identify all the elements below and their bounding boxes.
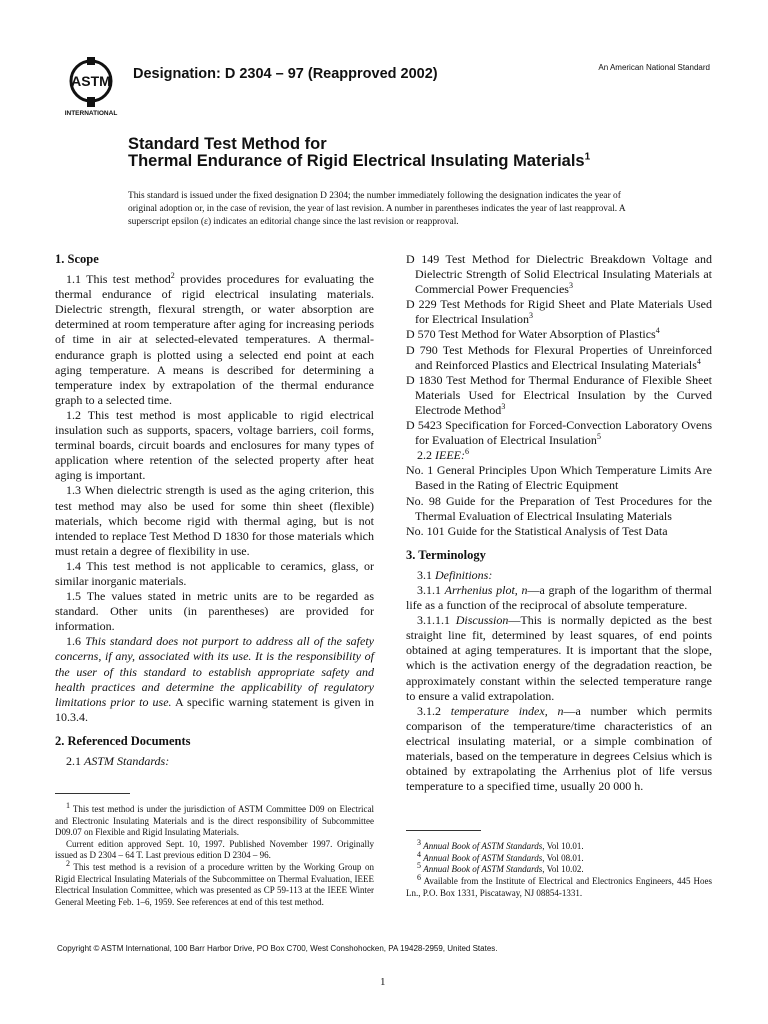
section-heading-terminology: 3. Terminology	[406, 547, 486, 562]
svg-text:INTERNATIONAL: INTERNATIONAL	[64, 110, 118, 117]
section-heading-scope: 1. Scope	[55, 252, 99, 266]
issuance-notice: This standard is issued under the fixed designation D 2304; the number immediately following the designation indicates the year of original adoption or, in the case of revision, the year of last revision. A number in parentheses indicates the year of last reapproval. A superscript epsilon (ε) indicates an editorial change since the last revision or reapproval.	[128, 191, 626, 227]
footnote-5: $^5$ Annual Book of ASTM Standards, Vol 10.02.	[417, 861, 584, 875]
national-standard-label: An American National Standard	[598, 63, 710, 72]
copyright-notice: Copyright © ASTM International, 100 Barr Harbor Drive, PO Box C700, West Conshohocken, PA 19428-2959, United States.	[57, 944, 498, 953]
astm-logo	[60, 55, 122, 117]
paragraph-3-1-1-1: 3.1.1.1 Discussion—This is normally depicted as the best straight line fit, determined by least squares, of end points obtained at aging temperatures. It is important that the slope, which is the activation energy of the degradation reaction, be approximately constant within the selected temperature range to ensure a valid extrapolation.	[406, 613, 712, 703]
footnote-divider	[406, 830, 481, 831]
reference-d1830: D 1830 Test Method for Thermal Endurance of Flexible Sheet Materials Used for Electrical Insulation by the Curved Electrode Method$^3$	[406, 372, 712, 417]
reference-d570: D 570 Test Method for Water Absorption of Plastics$^4$	[406, 326, 660, 342]
footnote-3: $^3$ Annual Book of ASTM Standards, Vol 10.01.	[417, 838, 584, 852]
reference-d229: D 229 Test Methods for Rigid Sheet and Plate Materials Used for Electrical Insulation$^3$	[406, 297, 712, 327]
reference-ieee-98: No. 98 Guide for the Preparation of Test Procedures for the Thermal Evaluation of Electrical Insulating Materials	[406, 493, 712, 523]
paragraph-1-4: 1.4 This test method is not applicable to ceramics, glass, or similar inorganic materials.	[55, 558, 374, 588]
reference-ieee-1: No. 1 General Principles Upon Which Temperature Limits Are Based in the Rating of Electric Equipment	[406, 463, 712, 493]
reference-d149: D 149 Test Method for Dielectric Breakdown Voltage and Dielectric Strength of Solid Electrical Insulating Materials at Commercial Power Frequencies$^3$	[406, 252, 712, 297]
paragraph-3-1-1: 3.1.1 Arrhenius plot, n—a graph of the logarithm of thermal life as a function of the reciprocal of absolute temperature.	[406, 582, 713, 613]
paragraph-2-2: 2.2 IEEE:$^6$	[417, 447, 469, 463]
title-line-1: Standard Test Method for	[128, 135, 327, 153]
left-column	[55, 252, 374, 908]
footnote-2: $^2$ This test method is a revision of a procedure written by the Working Group on Rigid Electrical Insulating Materials of the Subcommittee on Thermal Evaluation, IEEE Electrical Insulation Committee, which was presented as CP 59-113 at the IEEE Winter General Meeting Feb. 1–6, 1959. See references at end of this test method.	[55, 859, 374, 907]
footnote-1-edition: Current edition approved Sept. 10, 1997. Published November 1997. Originally issued as D 2304 – 64 T. Last previous edition D 2304 – 96.	[55, 838, 374, 861]
footnote-1: $^1$ This test method is under the jurisdiction of ASTM Committee D09 on Electrical and Electronic Insulating Materials and is the direct responsibility of Subcommittee D09.07 on Flexible and Rigid Insulating Materials.	[55, 801, 374, 838]
right-column	[406, 252, 712, 899]
reference-d5423: D 5423 Specification for Forced-Convection Laboratory Ovens for Evaluation of Electrical Insulation$^5$	[406, 418, 712, 448]
title-line-2: Thermal Endurance of Rigid Electrical Insulating Materials$^1$	[128, 151, 591, 170]
paragraph-1-3: 1.3 When dielectric strength is used as the aging criterion, this test method may also be used for some thin sheet (flexible) materials, which become rigid with thermal aging, but is not intended to replace Test Method D 1830 for those materials which must retain a degree of flexibility in use.	[55, 483, 374, 558]
footnote-divider	[55, 793, 130, 794]
footnotes-left	[55, 801, 374, 908]
footnote-4: $^4$ Annual Book of ASTM Standards, Vol 08.01.	[417, 849, 584, 863]
designation: Designation: D 2304 – 97 (Reapproved 2002)	[133, 66, 438, 82]
paragraph-1-1: 1.1 This test method$^2$ provides procedures for evaluating the thermal endurance of rigid electrical insulating materials. Dielectric strength, flexural strength, or water absorption are determined at room temperature after aging for increasing periods of time in air at selected-elevated temperatures. A thermal-endurance graph is plotted using a selected end point at each aging temperature. A means is described for determining a temperature index by extrapolation of the thermal endurance graph to a selected time.	[55, 271, 374, 407]
footnotes-right	[406, 838, 712, 899]
svg-text:ASTM: ASTM	[71, 73, 111, 89]
reference-ieee-101: No. 101 Guide for the Statistical Analysis of Test Data	[406, 523, 668, 538]
section-heading-referenced-documents: 2. Referenced Documents	[55, 733, 191, 748]
footnote-6: $^6$ Available from the Institute of Electrical and Electronics Engineers, 445 Hoes Ln., P.O. Box 1331, Piscataway, NJ 08854-1331.	[406, 873, 712, 898]
paragraph-3-1: 3.1 Definitions:	[417, 567, 493, 582]
paragraph-1-5: 1.5 The values stated in metric units are to be regarded as standard. Other units (in parentheses) are provided for information.	[55, 589, 374, 634]
paragraph-2-1: 2.1 ASTM Standards:	[66, 754, 170, 768]
paragraph-1-6: 1.6 This standard does not purport to address all of the safety concerns, if any, associated with its use. It is the responsibility of the user of this standard to establish appropriate safety and health practices and determine the applicability of regulatory limitations prior to use. A specific warning statement is given in 10.3.4.	[55, 634, 375, 724]
paragraph-1-2: 1.2 This test method is most applicable to rigid electrical insulation such as supports, spacers, voltage barriers, coil forms, terminal boards, circuit boards and enclosures for many types of application where retention of the selected property after heat aging is important.	[55, 407, 374, 483]
reference-d790: D 790 Test Methods for Flexural Properties of Unreinforced and Reinforced Plastics and Electrical Insulating Materials$^4$	[406, 342, 712, 372]
page-number: 1	[380, 976, 386, 988]
paragraph-3-1-2: 3.1.2 temperature index, n—a number which permits comparison of the temperature/time characteristics of an electrical insulating material, or a simple combination of materials, based on the temperature in degrees Celsius which is obtained by extrapolating the Arrhenius plot of life versus temperature to a specified time, usually 20 000 h.	[406, 703, 712, 794]
